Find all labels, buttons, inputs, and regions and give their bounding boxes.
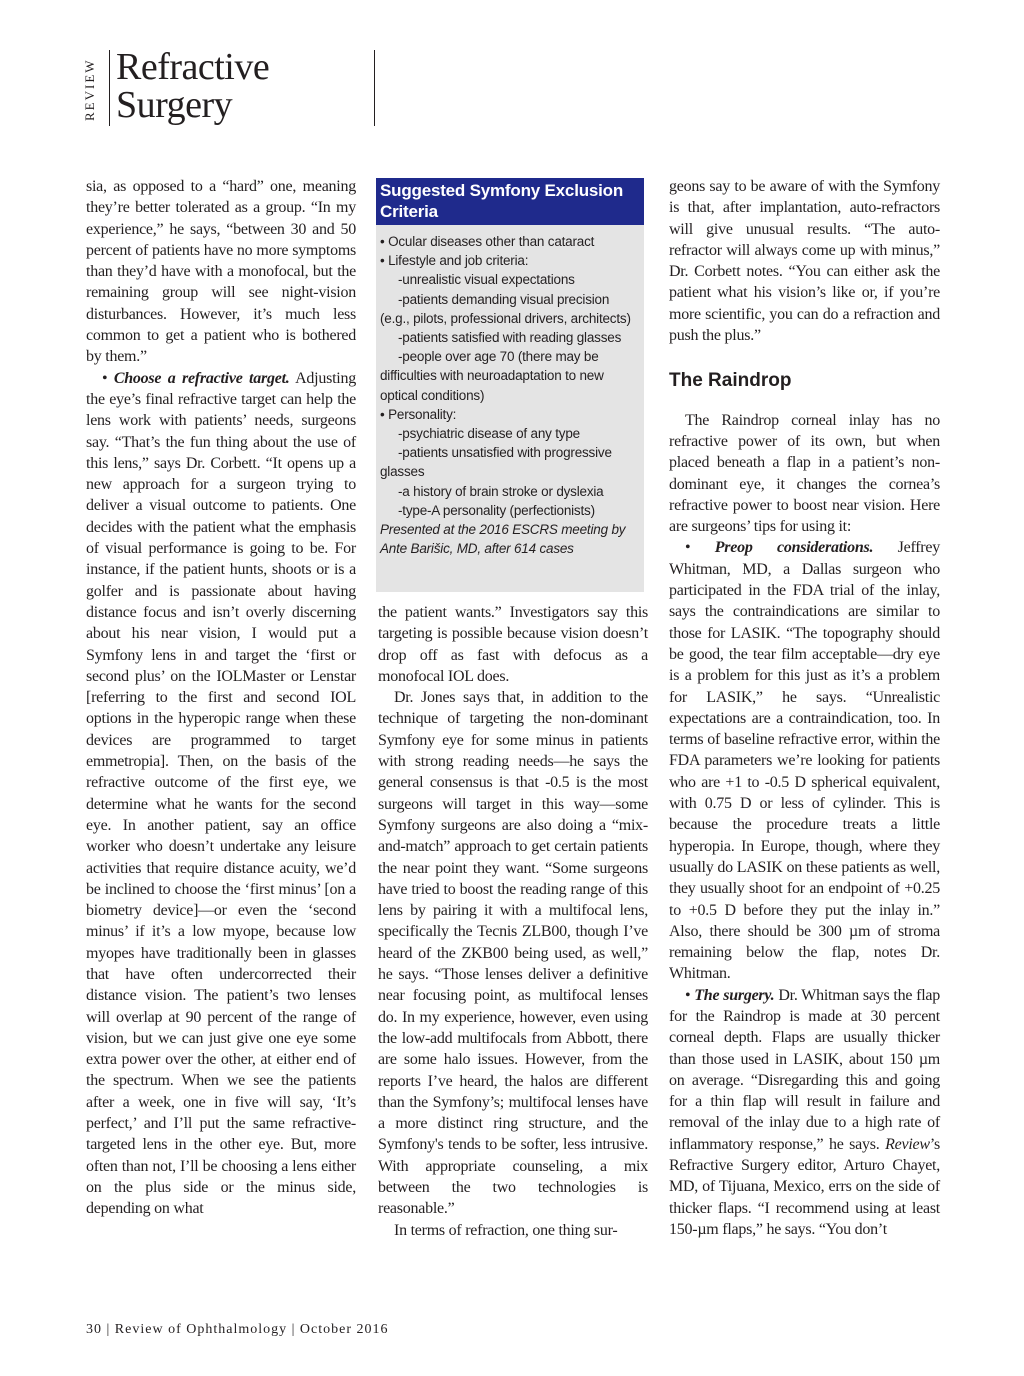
- sidebar-title: Suggested Symfony Exclusion Criteria: [376, 178, 644, 225]
- paragraph: In terms of refraction, one thing sur-: [394, 1221, 618, 1239]
- run-in-head: Choose a refractive target.: [113, 369, 290, 387]
- column-1: [86, 176, 356, 1220]
- bullet: •: [102, 369, 114, 387]
- paragraph-text: Adjusting the eye’s final refractive target can help the lens work with patients’ needs, surgeons say. “That’s the fun thing about the use of this lens,” says Dr. Corbett. “It opens up a new approach for a surgeon trying to deliver a visual outcome to patients. One decides with the patient what the emphasis of visual performance is going to be. For instance, if the patient hunts, shoots or is a golfer and is passionate about having distance focus and isn’t overly discerning about his near vision, I would put a Symfony lens in and target the ‘first or second plus’ on the IOLMaster or Lenstar [referring to the first and second IOL options in the hyperopic range when these devices are programmed to target emmetropia]. Then, on the basis of the refractive outcome of the first eye, we determine what he wants for the second eye. In another patient, say an office worker who doesn’t undertake any leisure activities that require distance acuity, we’d be inclined to choose the ‘first minus’ [on a biometry device]—or even the ‘second minus’ if it’s a low myope, because low myopes have traditionally been in glasses that have often undercorrected their distance vision. The patient’s two lenses will overlap at 90 percent of the range of vision, but we can just give one eye some extra power over the other, at either end of the spectrum. When we see the patients after a week, one in five will say, ‘It’s perfect,’ and I’ll put the same refractive-targeted lens in the other eye. But, more often than not, I’ll be choosing a lens either on the plus side or the minus side, depending on what: [86, 369, 356, 1218]
- sidebar-item: -patients demanding visual precision (e.g., pilots, professional drivers, architects): [380, 291, 631, 326]
- paragraph-text: ’s Refractive Surgery editor, Arturo Chayet, MD, of Tijuana, Mexico, errs on the side of thicker flaps. “I recommend using at least 150-µm flaps,” he says. “You don’t: [669, 1135, 940, 1238]
- run-in-head: Preop considerations.: [714, 539, 874, 557]
- run-in-head: The surgery.: [694, 986, 775, 1004]
- subhead-raindrop: The Raindrop: [669, 370, 792, 392]
- paragraph: the patient wants.” Investigators say this targeting is possible because vision doesn’t drop off as fast with defocus as a monofocal IOL does.: [378, 604, 648, 685]
- section-title: [116, 48, 376, 124]
- paragraph-preop: [669, 537, 940, 984]
- column-2: [378, 602, 648, 1241]
- paragraph-surgery: [669, 985, 940, 1241]
- sidebar-citation: Presented at the 2016 ESCRS meeting by Ante Barišic, MD, after 614 cases: [380, 522, 626, 557]
- section-title-line2: Surgery: [116, 84, 233, 126]
- page-footer: 30 | Review of Ophthalmology | October 2016: [86, 1322, 389, 1337]
- paragraph: sia, as opposed to a “hard” one, meaning they’re better tolerated as a group. “In my experience,” he says, “between 30 and 50 percent of patients have no more symptoms than they’d have with a monofocal, but the remaining group will see night-vision disturbances. However, it’s much less common to get a patient who is bothered by them.”: [86, 178, 356, 366]
- sidebar-box: [376, 178, 644, 592]
- sidebar-item: -psychiatric disease of any type: [398, 426, 580, 442]
- sidebar-item: -unrealistic visual expectations: [398, 272, 575, 288]
- paragraph-text: Dr. Whitman says the flap for the Raindrop is made at 30 percent corneal depth. Flaps are usually thicker than those used in LASIK, about 150 µm on average. “Disregarding this and going for a thin flap will result in failure and removal of the inlay due to a high rate of inflammatory response,” he says.: [669, 986, 940, 1153]
- sidebar-item: -patients satisfied with reading glasses: [398, 330, 622, 346]
- paragraph: Dr. Jones says that, in addition to the technique of targeting the non-dominant Symfony eye for some minus in patients with strong reading needs—he says the general consensus is that -0.5 is the most surgeons will target in this way—some Symfony surgeons are also doing a “mix-and-match” approach to get certain patients the near point they want. “Some surgeons have tried to boost the reading range of this lens by pairing it with a multifocal lens, specifically the Tecnis ZLB00, though I’ve heard of the ZKB00 being used, as well,” he says. “Those lenses deliver a definitive near focusing point, as multifocal lenses do. In my experience, however, even using the low-add multifocals from Abbott, there are some halo issues. However, from the reports I’ve heard, the halos are different than the Symfony’s; multifocal lenses have a more distinct ring structure, and the Symfony's tends to be softer, less intrusive. With appropriate counseling, a mix between the two technologies is reasonable.”: [378, 689, 648, 1218]
- bullet: •: [685, 986, 695, 1004]
- section-label: REVIEW: [82, 58, 97, 122]
- sidebar-item: • Lifestyle and job criteria:: [380, 253, 529, 269]
- section-title-line1: Refractive: [116, 46, 270, 88]
- sidebar-item: -type-A personality (perfectionists): [398, 502, 595, 518]
- paragraph: geons say to be aware of with the Symfony is that, after implantation, auto-refractors will give unusual results. “The auto-refractor will always come up with minus,” Dr. Corbett notes. “You can either ask the patient what his vision’s like or, if you’re more scientific, you can do a refraction and push the plus.”: [669, 178, 940, 345]
- paragraph-text: Jeffrey Whitman, MD, a Dallas surgeon who participated in the FDA trial of the inlay, says the contraindications are similar to those for LASIK. “The topography should be good, the tear film acceptable—dry eye is a problem for this just as it’s a problem for LASIK,” he says. “Unrealistic expectations are a contraindication, too. In terms of baseline refractive error, within the FDA parameters we’re looking for patients who are +1 to -0.5 D spherical equivalent, with 0.75 D or less of cylinder. This is because the procedure treats a little hyperopia. In Europe, though, where they usually do LASIK on these patients as well, they usually shoot for an endpoint of +0.25 to +0.5 D before they put the inlay in.” Also, there should be 300 µm of stroma remaining below the flap, notes Dr. Whitman.: [669, 539, 940, 983]
- sidebar-item: • Ocular diseases other than cataract: [380, 234, 595, 249]
- sidebar-item: -a history of brain stroke or dyslexia: [398, 483, 604, 499]
- bullet: •: [685, 539, 715, 557]
- sidebar-item: • Personality:: [380, 406, 457, 422]
- header-divider-right: [374, 50, 375, 126]
- paragraph-refractive-target: [86, 368, 356, 1220]
- sidebar-item: -patients unsatisfied with progressive glasses: [380, 445, 612, 480]
- column-3: [669, 176, 940, 1240]
- magazine-name: Review: [885, 1135, 930, 1153]
- header-divider-left: [109, 50, 110, 126]
- paragraph: The Raindrop corneal inlay has no refractive power of its own, but when placed beneath a flap in a patient’s non-dominant eye, it changes the cornea’s refractive power to boost near vision. Here are surgeons’ tips for using it:: [669, 411, 940, 536]
- sidebar-item: -people over age 70 (there may be difficulties with neuroadaptation to new optical conditions): [380, 349, 604, 403]
- sidebar-body: [376, 225, 644, 558]
